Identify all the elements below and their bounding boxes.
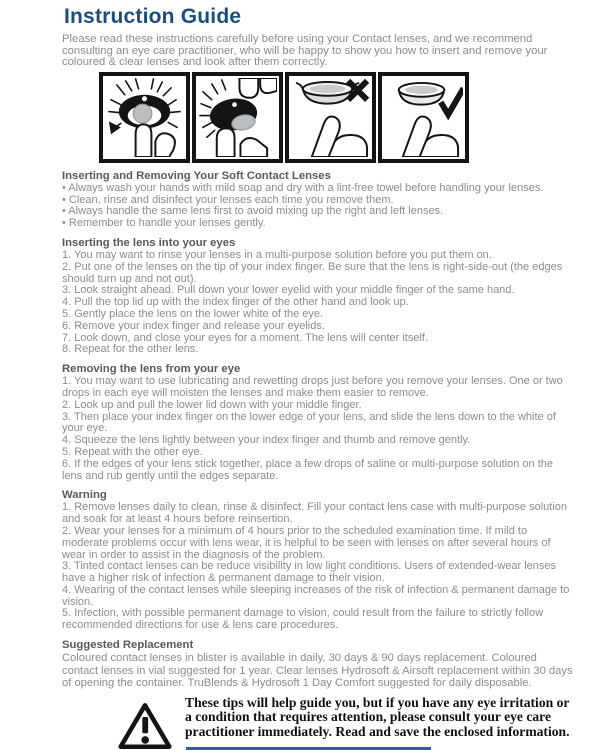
replacement-text: Coloured contact lenses in blister is available in daily, 30 days & 90 days replacement. Coloured contact lenses in vial suggested for 1 year. Clear lenses Hydrosoft & Airsoft replacement within 30 days of opening the container. TruBlends & Hydrosoft 1 Day Comfort suggested for daily disposable. xyxy=(62,652,573,690)
section-heading: Warning xyxy=(62,489,107,502)
illustration-strip xyxy=(99,72,574,163)
figure-remove-lens xyxy=(192,72,283,163)
list-item: • Remember to handle your lenses gently. xyxy=(62,217,266,230)
intro-text: Please read these instructions carefully before using your Contact lenses, and we recommend consulting an eye care practitioner, who will be happy to show you how to insert and remove your coloured & clear lenses and look after them correctly. xyxy=(62,33,548,69)
warning-footer xyxy=(118,696,574,750)
list-item: 1. You may want to use lubricating and rewetting drops just before you remove your lenses. One or two drops in each eye will moisten the lenses and make them easier to remove. xyxy=(62,375,563,399)
section-suggested-replacement xyxy=(62,639,574,690)
numbered-list xyxy=(62,376,574,482)
lens-wrong-icon xyxy=(291,78,370,157)
list-item: • Always wash your hands with mild soap and dry with a lint-free towel before handling your lenses. xyxy=(62,181,544,194)
list-item: • Always handle the same lens first to avoid mixing up the right and left lenses. xyxy=(62,205,444,218)
list-item: 4. Squeeze the lens lightly between your index finger and thumb and remove gently. xyxy=(62,434,471,447)
list-item: 5. Infection, with possible permanent damage to vision, could result from the failure to strictly follow recommended directions for use & lens care procedures. xyxy=(62,607,544,632)
page-title: Instruction Guide xyxy=(64,5,242,28)
list-item: • Clean, rinse and disinfect your lenses each time you remove them. xyxy=(62,193,394,206)
list-item: 6. Remove your index finger and release your eyelids. xyxy=(62,319,325,332)
figure-insert-lens xyxy=(99,72,190,163)
section-heading: Inserting and Removing Your Soft Contact Lenses xyxy=(62,169,331,182)
figure-lens-inside-out xyxy=(285,72,376,163)
numbered-list xyxy=(62,250,574,356)
list-item: 2. Put one of the lenses on the tip of your index finger. Be sure that the lens is right-side-out (the edges should turn up and not out). xyxy=(62,260,563,285)
bullet-list xyxy=(62,183,574,230)
warning-triangle-icon xyxy=(118,701,172,750)
list-item: 4. Pull the top lid up with the index finger of the other hand and look up. xyxy=(62,296,409,309)
section-heading: Removing the lens from your eye xyxy=(62,363,241,376)
eye-remove-icon xyxy=(198,78,277,157)
list-item: 7. Look down, and close your eyes for a moment. The lens will center itself. xyxy=(62,331,429,344)
footer-notice: These tips will help guide you, but if you have any eye irritation or a condition that requires attention, please consult your eye care practitioner immediately. Read and save the enclosed information. xyxy=(185,694,570,740)
figure-lens-correct xyxy=(378,72,469,163)
lens-correct-icon xyxy=(384,78,463,157)
section-handling xyxy=(62,170,574,230)
list-item: 4. Wearing of the contact lenses while sleeping increases of the risk of infection & permanent damage to vision. xyxy=(62,583,570,608)
eye-insert-icon xyxy=(105,78,184,157)
section-inserting xyxy=(62,237,574,356)
list-item: 6. If the edges of your lens stick together, place a few drops of saline or multi-purpose solution on the lens and rub gently until the edges separate. xyxy=(62,457,554,482)
section-removing xyxy=(62,363,574,482)
list-item: 8. Repeat for the other lens. xyxy=(62,343,199,356)
list-item: 2. Look up and pull the lower lid down with your middle finger. xyxy=(62,398,362,411)
list-item: 5. Repeat with the other eye. xyxy=(62,445,203,458)
section-heading: Suggested Replacement xyxy=(62,639,194,652)
section-warning xyxy=(62,489,574,632)
list-item: 3. Then place your index finger on the lower edge of your lens, and slide the lens down to the white of your eye. xyxy=(62,410,556,435)
list-item: 1. You may want to rinse your lenses in a multi-purpose solution before you put them on. xyxy=(62,248,492,261)
section-heading: Inserting the lens into your eyes xyxy=(62,236,236,249)
list-item: 3. Tinted contact lenses can be reduce visibility in low light conditions. Users of extended-wear lenses have a higher risk of infection & permanent damage to their vision. xyxy=(62,560,557,585)
list-item: 2. Wear your lenses for a minimum of 4 hours prior to the scheduled examination time. If mild to moderate problems occur with lens wear, it is helpful to be seen with lenses on after several hours of wear in order to assist in the diagnosis of the problem. xyxy=(62,524,551,561)
list-item: 5. Gently place the lens on the lower white of the eye. xyxy=(62,307,324,320)
list-item: 1. Remove lenses daily to clean, rinse & disinfect. Fill your contact lens case with multi-purpose solution and soak for at least 4 hours before reinsertion. xyxy=(62,501,568,526)
numbered-list xyxy=(62,502,574,632)
list-item: 3. Look straight ahead. Pull down your lower eyelid with your middle finger of the same hand. xyxy=(62,284,515,297)
